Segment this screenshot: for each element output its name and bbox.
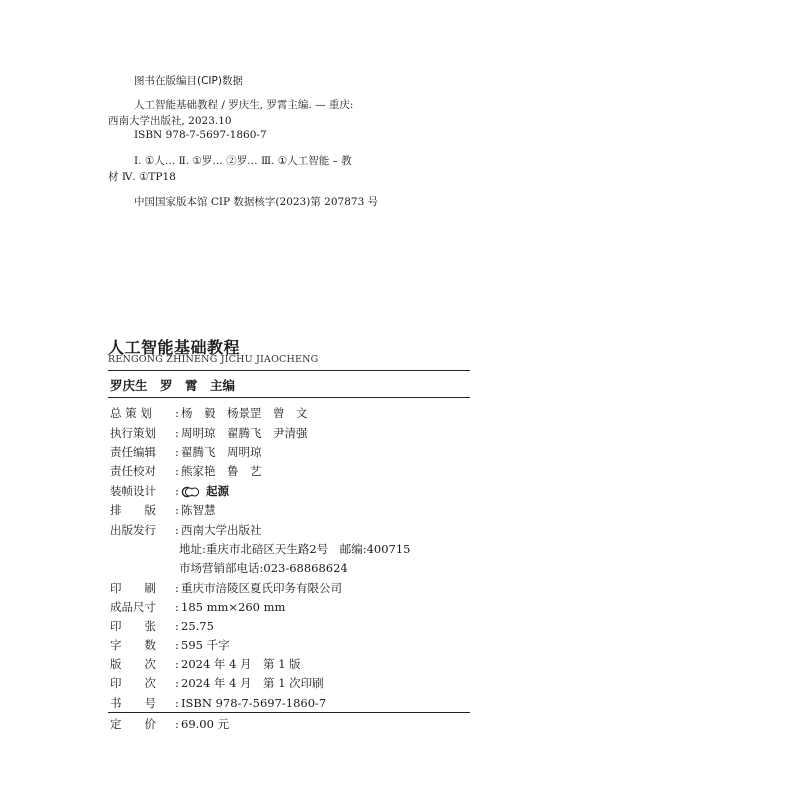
cip-line-publisher: 西南大学出版社, 2023.10 bbox=[108, 115, 232, 127]
book-title-pinyin: RENGONG ZHINENG JICHU JIAOCHENG bbox=[108, 354, 319, 365]
divider-top bbox=[108, 370, 470, 371]
spec-label: 印 次 bbox=[110, 676, 156, 690]
credit-label: 责任校对 bbox=[110, 464, 156, 478]
credit-value: 周明琼 翟腾飞 尹清强 bbox=[181, 426, 308, 440]
spec-label: 版 次 bbox=[110, 657, 156, 671]
credit-row-publisher: 出版发行 : 西南大学出版社 bbox=[110, 523, 262, 537]
credit-row-editor: 责任编辑 : 翟腾飞 周明琼 bbox=[110, 445, 262, 459]
spec-value: 595 千字 bbox=[181, 638, 230, 652]
publisher-phone: 市场营销部电话:023-68868624 bbox=[179, 561, 348, 575]
credit-value: 陈智慧 bbox=[181, 503, 216, 517]
cip-line-title: 人工智能基础教程 / 罗庆生, 罗霄主编. — 重庆: bbox=[134, 99, 354, 111]
credit-value: 翟腾飞 周明琼 bbox=[181, 445, 262, 459]
cip-line-classification-cont: 材 Ⅳ. ①TP18 bbox=[108, 171, 176, 183]
spec-row-edition: 版 次 : 2024 年 4 月 第 1 版 bbox=[110, 657, 301, 671]
divider-bottom bbox=[108, 712, 470, 713]
spec-row-price: 定 价 : 69.00 元 bbox=[110, 717, 230, 731]
spec-label: 书 号 bbox=[110, 696, 156, 710]
credit-value: 杨 毅 杨景罡 曾 文 bbox=[181, 406, 308, 420]
spec-label: 成品尺寸 bbox=[110, 600, 156, 614]
divider-authors bbox=[108, 397, 470, 398]
spec-value: ISBN 978-7-5697-1860-7 bbox=[181, 696, 327, 710]
designer-logo-icon bbox=[181, 486, 203, 498]
spec-row-word-count: 字 数 : 595 千字 bbox=[110, 638, 230, 652]
credit-row-executive-planner: 执行策划 : 周明琼 翟腾飞 尹清强 bbox=[110, 426, 308, 440]
spec-value: 69.00 元 bbox=[181, 717, 230, 731]
spec-row-impression: 印 次 : 2024 年 4 月 第 1 次印刷 bbox=[110, 676, 324, 690]
credit-value: 西南大学出版社 bbox=[181, 523, 262, 537]
spec-row-sheets: 印 张 : 25.75 bbox=[110, 619, 214, 633]
spec-label: 印 刷 bbox=[110, 581, 156, 595]
cip-line-classification: Ⅰ. ①人… Ⅱ. ①罗… ②罗… Ⅲ. ①人工智能 – 教 bbox=[134, 155, 352, 167]
book-authors: 罗庆生 罗 霄 主编 bbox=[110, 378, 236, 393]
credit-label: 出版发行 bbox=[110, 523, 156, 537]
spec-label: 定 价 bbox=[110, 717, 156, 731]
spec-row-printer: 印 刷 : 重庆市涪陵区夏氏印务有限公司 bbox=[110, 581, 342, 595]
credit-row-typesetter: 排 版 : 陈智慧 bbox=[110, 503, 216, 517]
spec-label: 字 数 bbox=[110, 638, 156, 652]
credit-row-proofreader: 责任校对 : 熊家艳 鲁 艺 bbox=[110, 464, 262, 478]
spec-value: 2024 年 4 月 第 1 版 bbox=[181, 657, 301, 671]
credit-row-planner: 总 策 划 : 杨 毅 杨景罡 曾 文 bbox=[110, 406, 308, 420]
spec-row-isbn: 书 号 : ISBN 978-7-5697-1860-7 bbox=[110, 696, 327, 710]
spec-row-size: 成品尺寸 : 185 mm×260 mm bbox=[110, 600, 286, 614]
credit-label: 装帧设计 bbox=[110, 484, 156, 498]
book-title: 人工智能基础教程 bbox=[108, 338, 241, 357]
spec-value: 25.75 bbox=[181, 619, 214, 633]
cip-line-isbn: ISBN 978-7-5697-1860-7 bbox=[134, 129, 267, 141]
credit-value: 熊家艳 鲁 艺 bbox=[181, 464, 262, 478]
credit-label: 执行策划 bbox=[110, 426, 156, 440]
spec-label: 印 张 bbox=[110, 619, 156, 633]
credit-label: 责任编辑 bbox=[110, 445, 156, 459]
spec-value: 185 mm×260 mm bbox=[181, 600, 286, 614]
credit-value: 起源 bbox=[206, 484, 229, 498]
cip-line-record-number: 中国国家版本馆 CIP 数据核字(2023)第 207873 号 bbox=[134, 196, 379, 208]
credit-label: 总 策 划 bbox=[110, 406, 152, 420]
cip-heading: 图书在版编目(CIP)数据 bbox=[134, 75, 243, 87]
credit-row-designer: 装帧设计 : 起源 bbox=[110, 484, 229, 498]
credit-label: 排 版 bbox=[110, 503, 156, 517]
spec-value: 重庆市涪陵区夏氏印务有限公司 bbox=[181, 581, 342, 595]
publisher-address: 地址:重庆市北碚区天生路2号 邮编:400715 bbox=[179, 542, 411, 556]
spec-value: 2024 年 4 月 第 1 次印刷 bbox=[181, 676, 324, 690]
